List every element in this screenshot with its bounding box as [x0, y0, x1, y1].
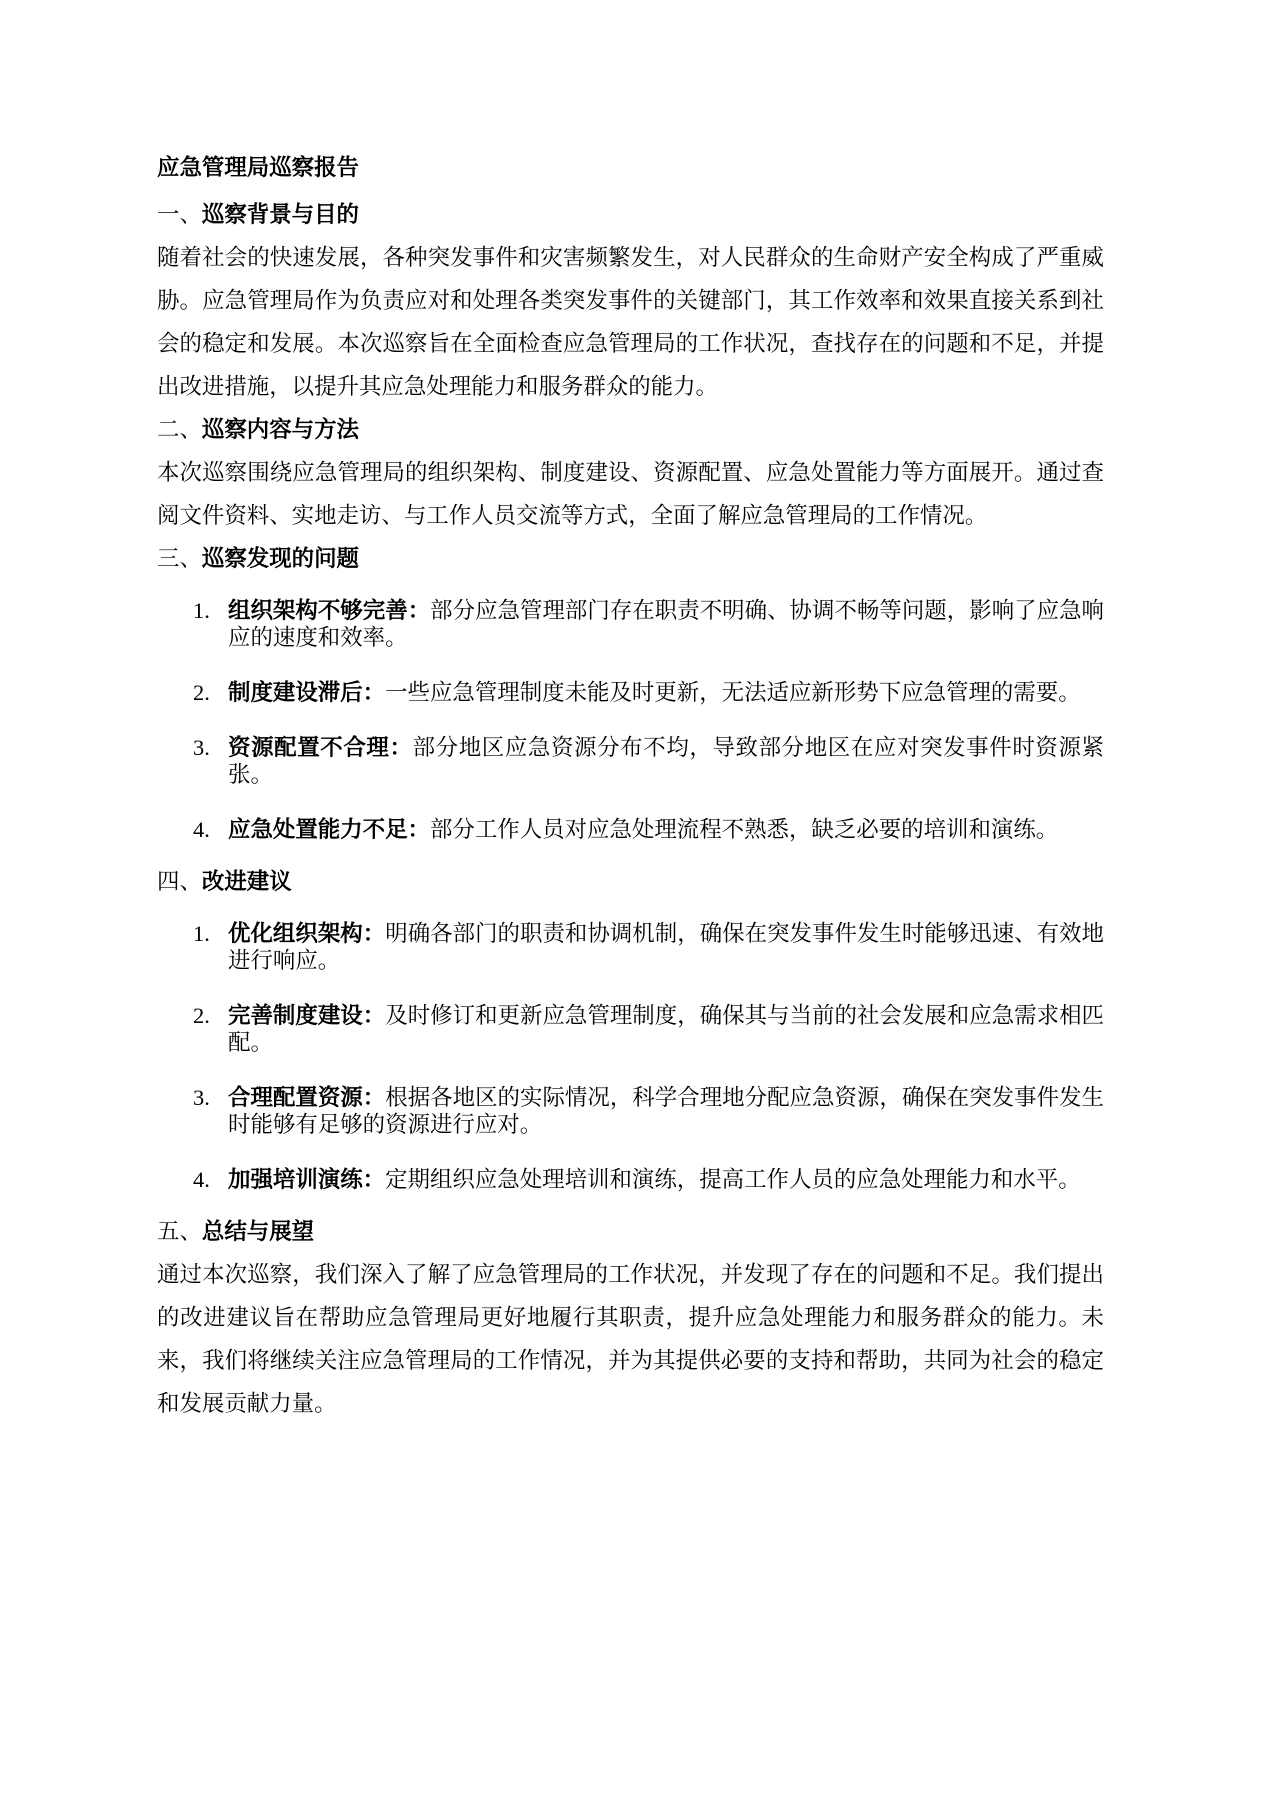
list-item-label: 组织架构不够完善： [228, 598, 431, 623]
list-item-marker: 3. [193, 735, 210, 760]
document-title: 应急管理局巡察报告 [157, 155, 359, 180]
list-item-marker: 2. [193, 680, 210, 705]
list-item-marker: 1. [193, 921, 210, 946]
list-item-text: 部分应急管理部门存在职责不明确、协调不畅等问题，影响了应急响应的速度和效率。 [228, 598, 1104, 650]
section-paragraph: 随着社会的快速发展，各种突发事件和灾害频繁发生，对人民群众的生命财产安全构成了严重威胁。应急管理局作为负责应对和处理各类突发事件的关键部门，其工作效率和效果直接关系到社会的稳定和发展。本次巡察旨在全面检查应急管理局的工作状况，查找存在的问题和不足，并提出改进措施，以提升其应急处理能力和服务群众的能力。 [157, 245, 1104, 399]
list-item-marker: 2. [193, 1003, 210, 1028]
section-heading-1 [157, 193, 1104, 236]
list-item-marker: 4. [193, 1167, 210, 1192]
section-heading-4 [157, 860, 1104, 903]
list-item-marker: 3. [193, 1085, 210, 1110]
section-paragraph: 本次巡察围绕应急管理局的组织架构、制度建设、资源配置、应急处置能力等方面展开。通过查阅文件资料、实地走访、与工作人员交流等方式，全面了解应急管理局的工作情况。 [157, 460, 1104, 528]
section-number: 四、 [157, 869, 202, 894]
section-heading-5 [157, 1210, 1104, 1253]
section-heading-text: 巡察背景与目的 [201, 202, 359, 227]
section-heading-text: 改进建议 [201, 869, 292, 894]
document-content [157, 146, 1104, 1425]
list-item-text: 明确各部门的职责和协调机制，确保在突发事件发生时能够迅速、有效地进行响应。 [228, 921, 1104, 973]
section-number: 五、 [157, 1219, 202, 1244]
list-item [157, 1166, 1104, 1193]
list-item-label: 加强培训演练： [228, 1167, 386, 1192]
list-item-marker: 4. [193, 817, 210, 842]
list-item-text: 一些应急管理制度未能及时更新，无法适应新形势下应急管理的需要。 [385, 680, 1081, 705]
list-item [157, 816, 1104, 843]
list-item-label: 应急处置能力不足： [228, 817, 430, 842]
list-item-text: 根据各地区的实际情况，科学合理地分配应急资源，确保在突发事件发生时能够有足够的资源进行应对。 [228, 1085, 1104, 1137]
section-number: 一、 [157, 202, 202, 227]
section-heading-2 [157, 408, 1104, 451]
section-heading-text: 总结与展望 [201, 1219, 315, 1244]
section-heading-text: 巡察发现的问题 [201, 546, 359, 571]
list-item-label: 完善制度建设： [228, 1003, 386, 1028]
section-paragraph: 通过本次巡察，我们深入了解了应急管理局的工作状况，并发现了存在的问题和不足。我们提出的改进建议旨在帮助应急管理局更好地履行其职责，提升应急处理能力和服务群众的能力。未来，我们将继续关注应急管理局的工作情况，并为其提供必要的支持和帮助，共同为社会的稳定和发展贡献力量。 [157, 1262, 1104, 1416]
list-item [157, 734, 1104, 788]
section-number: 二、 [157, 417, 202, 442]
list-item [157, 597, 1104, 651]
list-item [157, 1084, 1104, 1138]
list-item-label: 制度建设滞后： [228, 680, 386, 705]
section-number: 三、 [157, 546, 202, 571]
list-item [157, 679, 1104, 706]
list-item-label: 优化组织架构： [228, 921, 386, 946]
section-heading-text: 巡察内容与方法 [201, 417, 359, 442]
section-heading-3 [157, 537, 1104, 580]
numbered-list-problems [157, 597, 1104, 843]
numbered-list-suggestions [157, 920, 1104, 1193]
list-item-text: 及时修订和更新应急管理制度，确保其与当前的社会发展和应急需求相匹配。 [228, 1003, 1104, 1055]
list-item [157, 920, 1104, 974]
list-item-text: 部分地区应急资源分布不均，导致部分地区在应对突发事件时资源紧张。 [228, 735, 1104, 787]
list-item-label: 资源配置不合理： [228, 735, 413, 760]
list-item-marker: 1. [193, 598, 210, 623]
list-item [157, 1002, 1104, 1056]
list-item-text: 部分工作人员对应急处理流程不熟悉，缺乏必要的培训和演练。 [429, 817, 1059, 842]
list-item-label: 合理配置资源： [228, 1085, 386, 1110]
list-item-text: 定期组织应急处理培训和演练，提高工作人员的应急处理能力和水平。 [385, 1167, 1081, 1192]
